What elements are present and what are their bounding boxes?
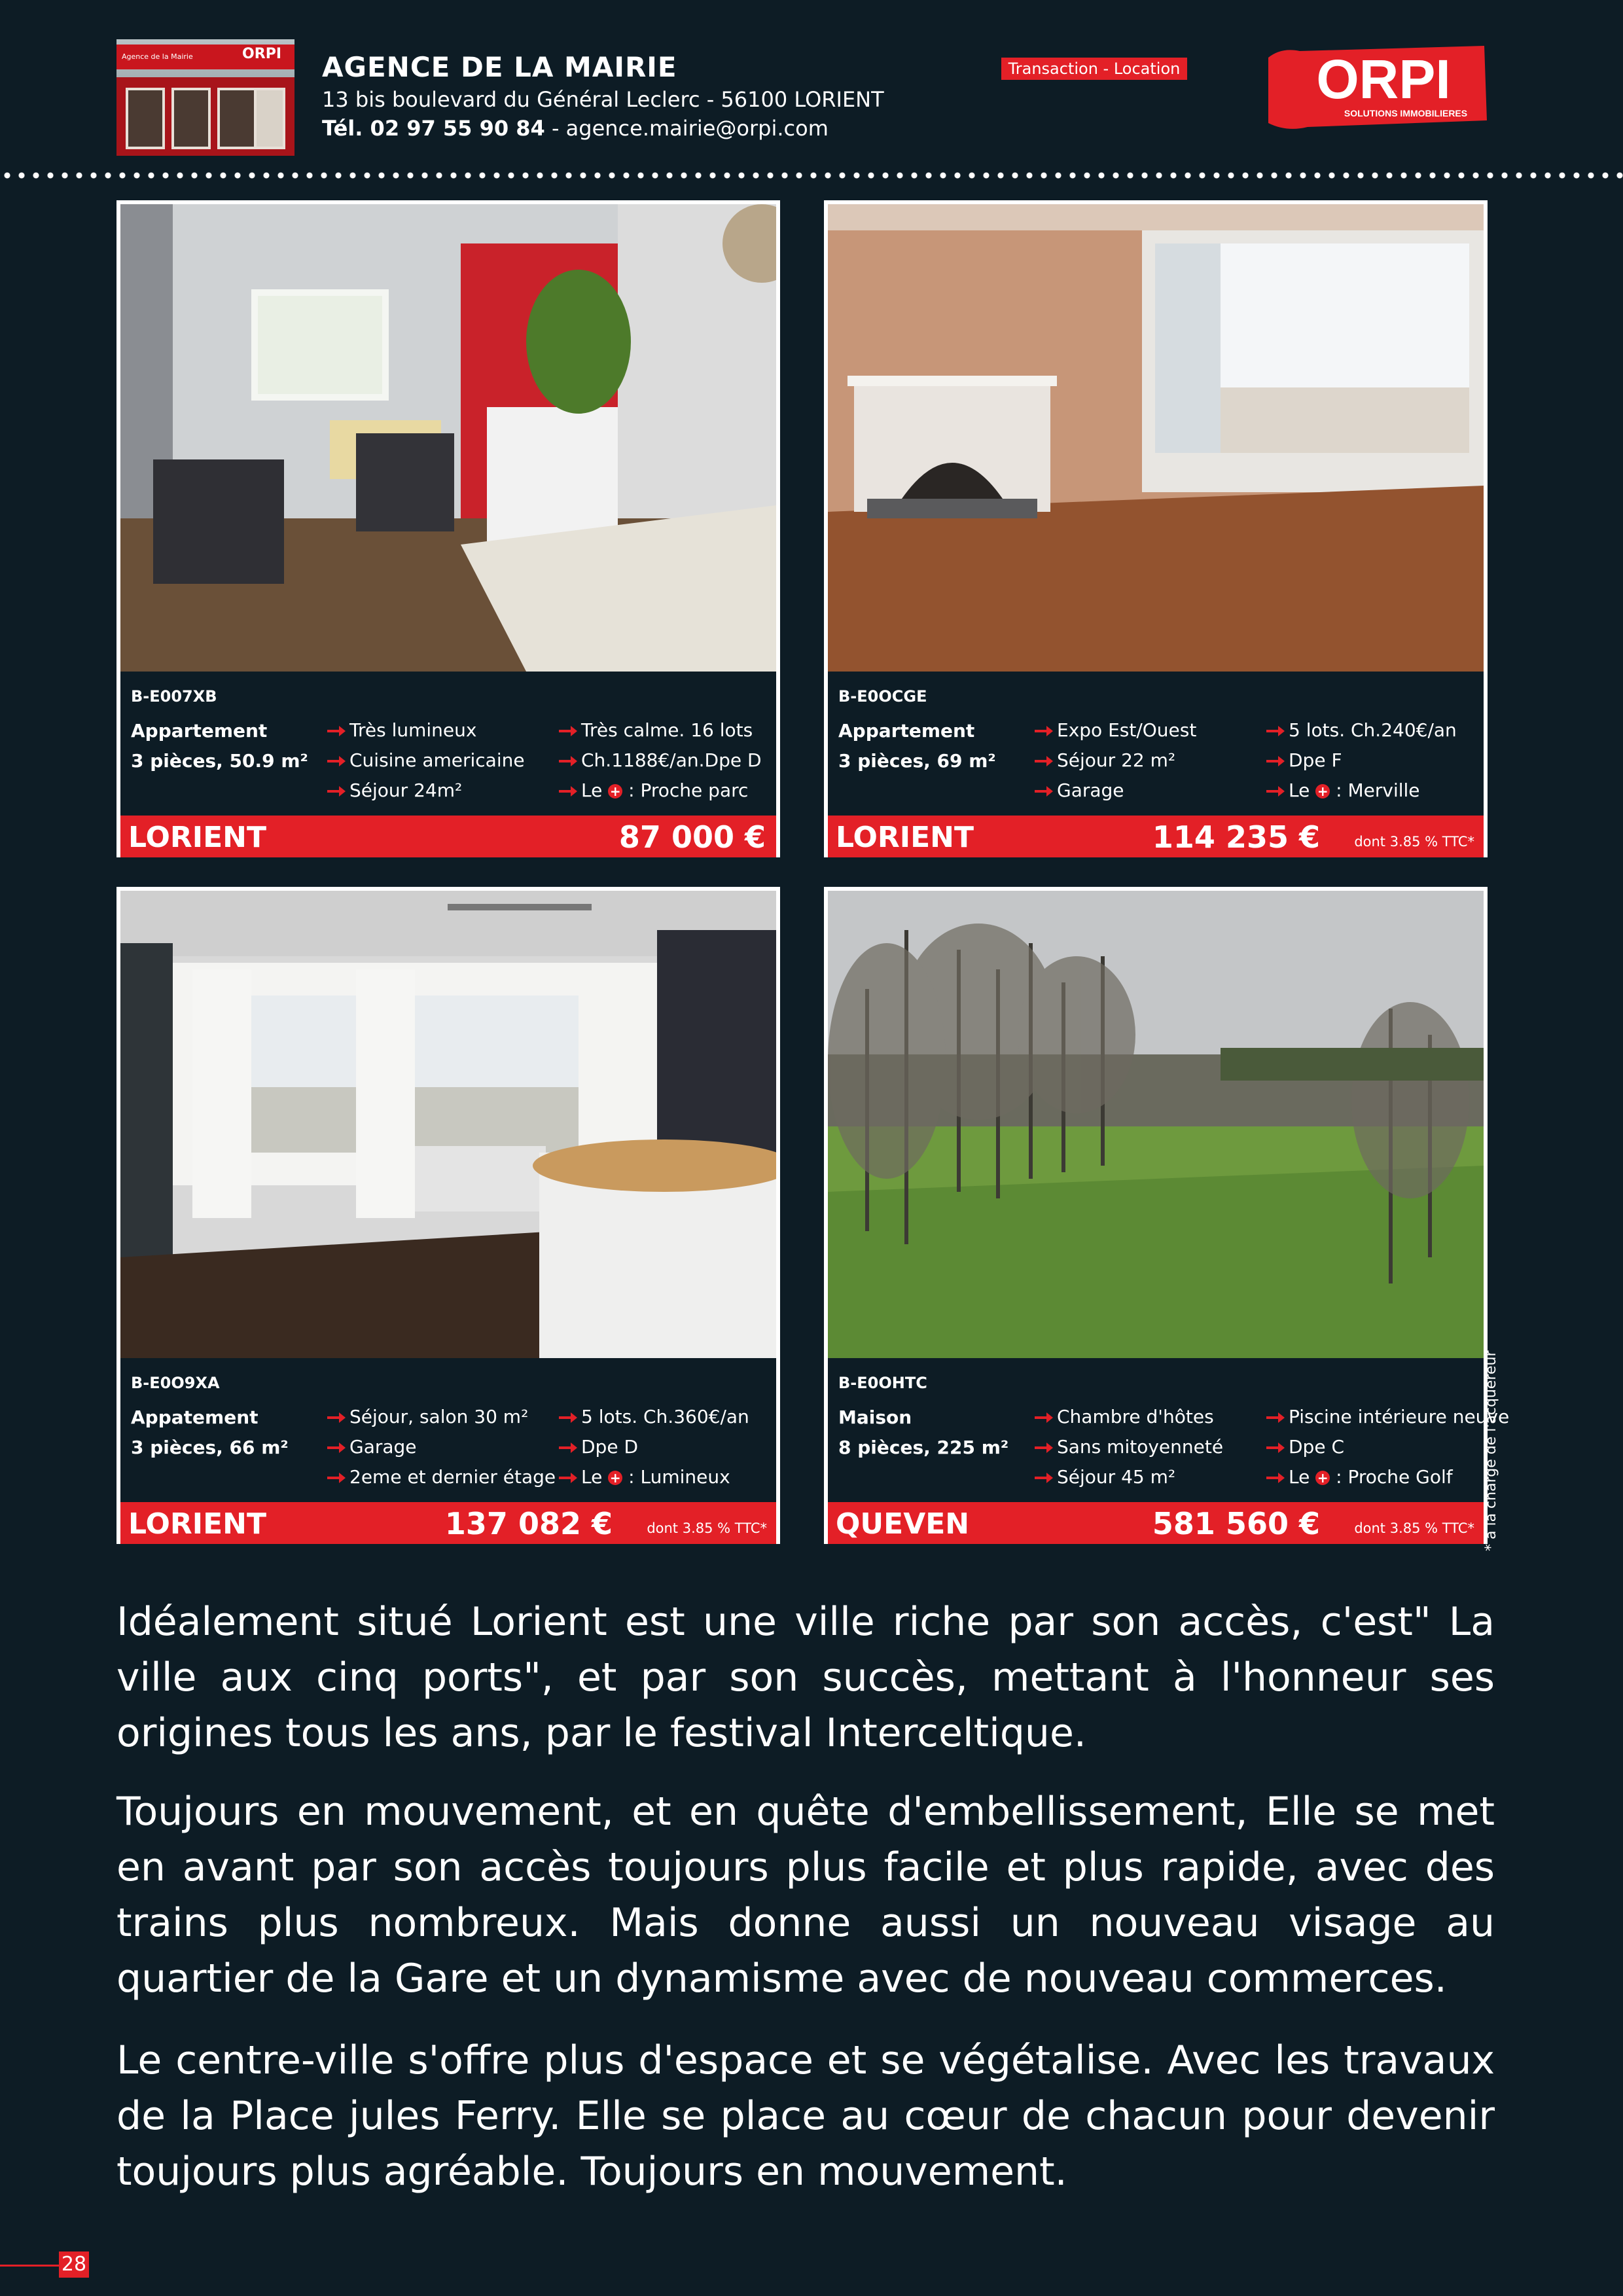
- listing-price: 87 000 €: [618, 819, 766, 855]
- feature-item: Garage: [1035, 778, 1196, 808]
- feature-item: Séjour 45 m²: [1035, 1464, 1223, 1494]
- price-bar: [120, 1502, 776, 1544]
- arrow-right-icon: [1035, 790, 1049, 793]
- agency-email[interactable]: - agence.mairie@orpi.com: [544, 116, 829, 141]
- feature-item: 5 lots. Ch.240€/an: [1266, 717, 1457, 747]
- feature-item: Sans mitoyenneté: [1035, 1434, 1223, 1464]
- arrow-right-icon: [1266, 760, 1281, 762]
- listing-ref: B-E007XB: [131, 687, 217, 706]
- agency-phone: Tél. 02 97 55 90 84: [322, 116, 545, 141]
- listing-card[interactable]: [116, 200, 780, 857]
- listing-city: QUEVEN: [836, 1507, 970, 1541]
- price-bar: [120, 816, 776, 857]
- listing-size: 8 pièces, 225 m²: [838, 1437, 1009, 1458]
- feature-item: Piscine intérieure neuve: [1266, 1404, 1509, 1434]
- arrow-right-icon: [327, 1477, 342, 1479]
- features-col2: [1266, 717, 1457, 808]
- agency-photo: [116, 39, 294, 156]
- listing-size: 3 pièces, 66 m²: [131, 1437, 289, 1458]
- paragraph: Le centre-ville s'offre plus d'espace et se végétalise. Avec les travaux de la Place jules Ferry. Elle se place au cœur de chacun pour devenir toujours plus agréable. Toujours en mouvement.: [116, 2037, 1495, 2195]
- arrow-right-icon: [559, 760, 573, 762]
- arrow-right-icon: [327, 790, 342, 793]
- feature-item: 5 lots. Ch.360€/an: [559, 1404, 749, 1434]
- arrow-right-icon: [327, 1416, 342, 1419]
- feature-item: 2eme et dernier étage: [327, 1464, 556, 1494]
- plus-icon: +: [608, 784, 622, 798]
- feature-item: Garage: [327, 1434, 556, 1464]
- listing-type: Appartement: [131, 720, 268, 742]
- feature-item: Séjour 22 m²: [1035, 747, 1196, 778]
- listing-photo: [120, 891, 776, 1358]
- listing-size: 3 pièces, 50.9 m²: [131, 750, 308, 772]
- agency-contact: [322, 116, 829, 141]
- listing-size: 3 pièces, 69 m²: [838, 750, 996, 772]
- listing-card[interactable]: [116, 887, 780, 1544]
- arrow-right-icon: [1035, 730, 1049, 732]
- listing-ref: B-E0OHTC: [838, 1374, 927, 1392]
- agency-address: 13 bis boulevard du Général Leclerc - 56100 LORIENT: [322, 87, 884, 112]
- plus-icon: +: [608, 1471, 622, 1485]
- features-col1: [1035, 1404, 1223, 1494]
- features-col1: [1035, 717, 1196, 808]
- listing-type: Maison: [838, 1407, 912, 1428]
- agency-name: AGENCE DE LA MAIRIE: [322, 51, 677, 83]
- listing-ref: B-E0O9XA: [131, 1374, 220, 1392]
- arrow-right-icon: [1266, 1477, 1281, 1479]
- arrow-right-icon: [1266, 1416, 1281, 1419]
- listing-price: 114 235 €: [1152, 819, 1320, 855]
- listing-price: 581 560 €: [1152, 1506, 1320, 1541]
- features-col1: [327, 1404, 556, 1494]
- paragraph: Toujours en mouvement, et en quête d'embellissement, Elle se met en avant par son accès toujours plus facile et plus rapide, avec des trains plus nombreux. Mais donne aussi un nouveau visage au quartier de la Gare et un dynamisme avec de nouveau commerces.: [116, 1789, 1495, 2001]
- arrow-right-icon: [1035, 1477, 1049, 1479]
- arrow-right-icon: [559, 730, 573, 732]
- agency-photo-logo: ORPI: [242, 46, 281, 62]
- arrow-right-icon: [1035, 760, 1049, 762]
- arrow-right-icon: [1266, 790, 1281, 793]
- arrow-right-icon: [1266, 730, 1281, 732]
- orpi-logo: [1268, 43, 1491, 134]
- arrow-right-icon: [559, 1477, 573, 1479]
- orpi-logo-sub: SOLUTIONS IMMOBILIERES: [1344, 108, 1468, 118]
- listing-photo: [120, 204, 776, 672]
- feature-plus: Le + : Lumineux: [559, 1464, 749, 1494]
- arrow-right-icon: [1266, 1446, 1281, 1449]
- listing-photo: [828, 204, 1484, 672]
- arrow-right-icon: [327, 760, 342, 762]
- transaction-tag: Transaction - Location: [1001, 58, 1187, 80]
- side-note: * à la charge de l'acquéreur: [1483, 1350, 1499, 1551]
- listing-city: LORIENT: [128, 821, 267, 854]
- features-col2: [559, 717, 762, 808]
- feature-item: Dpe D: [559, 1434, 749, 1464]
- plus-icon: +: [1315, 784, 1330, 798]
- arrow-right-icon: [1035, 1416, 1049, 1419]
- paragraph: Idéalement situé Lorient est une ville riche par son accès, c'est" La ville aux cinq ports", et par son succès, mettant à l'honneur ses origines tous les ans, par le festival Interceltique.: [116, 1599, 1495, 1756]
- arrow-right-icon: [1035, 1446, 1049, 1449]
- feature-item: Très calme. 16 lots: [559, 717, 762, 747]
- arrow-right-icon: [559, 1416, 573, 1419]
- feature-plus: Le + : Proche Golf: [1266, 1464, 1509, 1494]
- feature-item: Chambre d'hôtes: [1035, 1404, 1223, 1434]
- arrow-right-icon: [327, 1446, 342, 1449]
- feature-item: Dpe C: [1266, 1434, 1509, 1464]
- listing-photo: [828, 891, 1484, 1358]
- listing-type: Appatement: [131, 1407, 259, 1428]
- orpi-logo-text: ORPI: [1316, 48, 1451, 110]
- feature-item: Séjour, salon 30 m²: [327, 1404, 556, 1434]
- page-number: 28: [59, 2251, 89, 2278]
- feature-item: Très lumineux: [327, 717, 525, 747]
- page-number-rule: [0, 2265, 59, 2267]
- arrow-right-icon: [327, 730, 342, 732]
- listing-price: 137 082 €: [444, 1506, 613, 1541]
- feature-item: Dpe F: [1266, 747, 1457, 778]
- feature-plus: Le + : Merville: [1266, 778, 1457, 808]
- price-bar: [828, 1502, 1484, 1544]
- features-col2: [559, 1404, 749, 1494]
- listing-city: LORIENT: [128, 1507, 267, 1541]
- fee-note: dont 3.85 % TTC*: [1354, 834, 1474, 850]
- feature-item: Ch.1188€/an.Dpe D: [559, 747, 762, 778]
- plus-icon: +: [1315, 1471, 1330, 1485]
- feature-item: Séjour 24m²: [327, 778, 525, 808]
- listing-type: Appartement: [838, 720, 975, 742]
- listing-city: LORIENT: [836, 821, 974, 854]
- features-col2: [1266, 1404, 1509, 1494]
- feature-item: Cuisine americaine: [327, 747, 525, 778]
- listing-card[interactable]: [824, 200, 1488, 857]
- features-col1: [327, 717, 525, 808]
- fee-note: dont 3.85 % TTC*: [1354, 1520, 1474, 1536]
- listing-ref: B-E0OCGE: [838, 687, 927, 706]
- agency-photo-sign: Agence de la Mairie: [122, 52, 193, 61]
- fee-note: dont 3.85 % TTC*: [647, 1520, 767, 1536]
- dotted-divider: [0, 171, 1623, 179]
- arrow-right-icon: [559, 1446, 573, 1449]
- feature-item: Expo Est/Ouest: [1035, 717, 1196, 747]
- arrow-right-icon: [559, 790, 573, 793]
- feature-plus: Le + : Proche parc: [559, 778, 762, 808]
- price-bar: [828, 816, 1484, 857]
